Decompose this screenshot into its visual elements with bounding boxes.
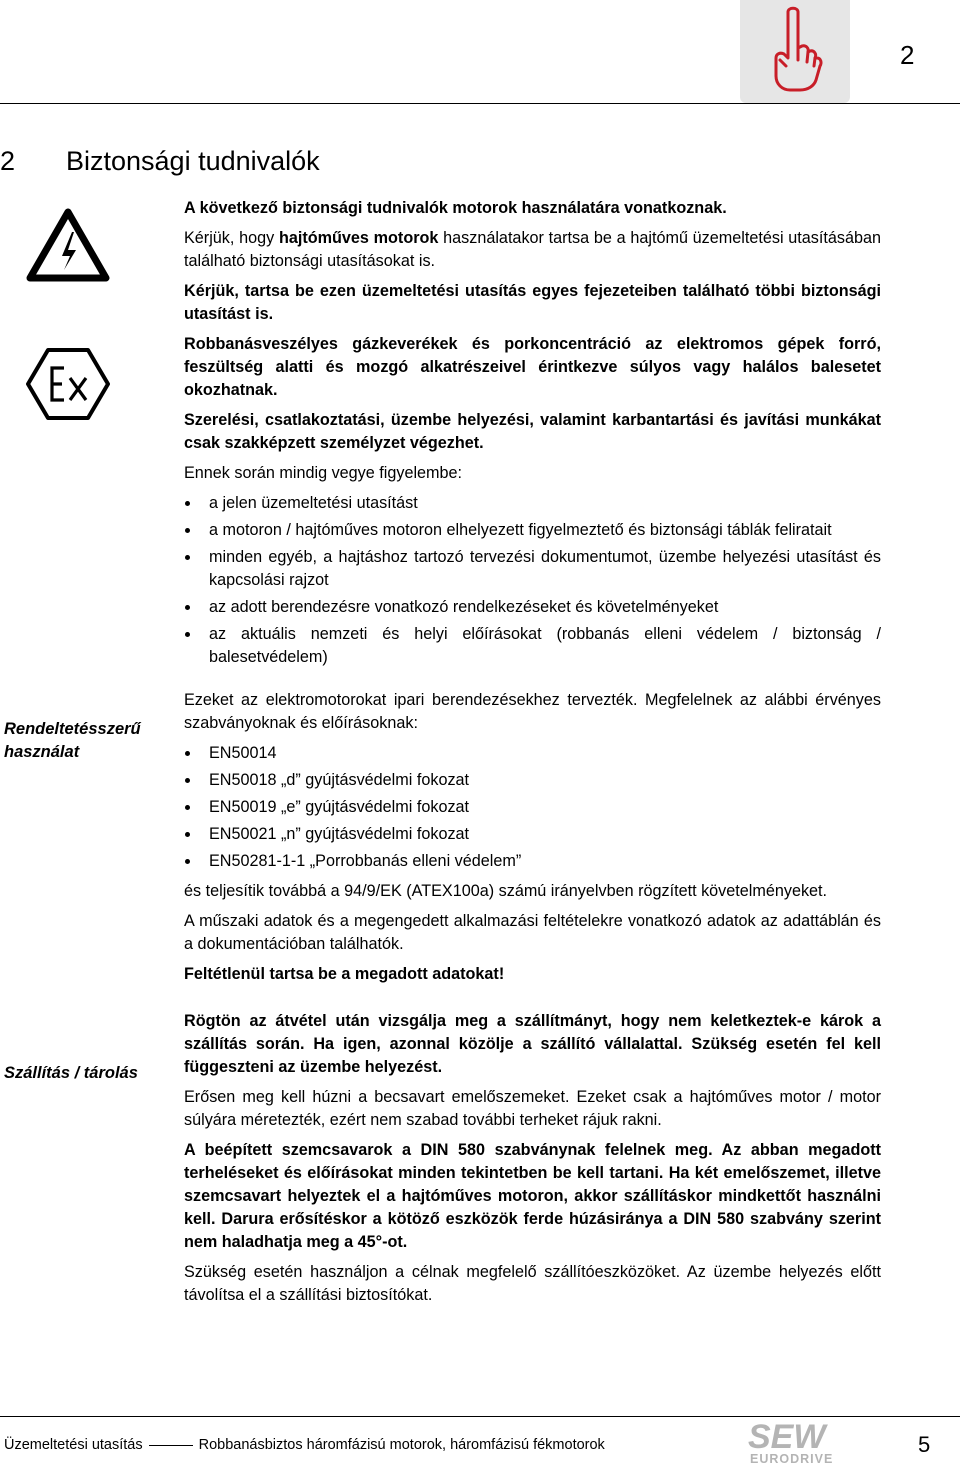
intro-paragraph-2: Kérjük, hogy hajtóműves motorok használatakor tartsa be a hajtómű üzemeltetési utasításában található biztonsági utasításokat is. — [184, 229, 881, 270]
shipping-paragraph-2: Erősen meg kell húzni a becsavart emelőszemeket. Ezeket csak a hajtóműves motor / motor súlyára méretezték, ezért nem szabad további terheket rájuk rakni. — [184, 1088, 881, 1129]
footer-separator — [149, 1445, 193, 1446]
page-number: 5 — [918, 1432, 931, 1457]
high-voltage-warning-icon — [26, 208, 110, 287]
geared-motors-emphasis: hajtóműves motorok — [278, 229, 439, 247]
list-item: az adott berendezésre vonatkozó rendelkezéseket és követelményeket — [184, 596, 881, 619]
svg-text:EURODRIVE: EURODRIVE — [750, 1452, 834, 1466]
list-item: a motoron / hajtóműves motoron elhelyezett figyelmeztető és biztonsági táblák feliratait — [184, 519, 881, 542]
intro-paragraph-3: Kérjük, tartsa be ezen üzemeltetési utasítás egyes fejezeteiben található többi biztonsági utasítást is. — [184, 282, 881, 323]
section-title — [0, 146, 320, 177]
content-column — [184, 197, 881, 1314]
sew-eurodrive-logo — [744, 1418, 854, 1471]
observe-intro: Ennek során mindig vegye figyelembe: — [184, 464, 463, 482]
usage-intro: Ezeket az elektromotorokat ipari berendezésekhez tervezték. Megfelelnek az alábbi érvényes szabványoknak és előírásoknak: — [184, 691, 881, 732]
explosion-warning-paragraph: Robbanásveszélyes gázkeverékek és porkoncentráció az elektromos gépek forró, feszültség alatti és mozgó alkatrészeivel érintkezve súlyos vagy halálos balesetet okozhatnak. — [184, 335, 881, 399]
standards-list — [184, 742, 881, 873]
section-number: 2 — [0, 146, 16, 176]
list-item: EN50019 „e” gyújtásvédelmi fokozat — [184, 796, 881, 819]
intro-paragraph-1: A következő biztonsági tudnivalók motorok használatára vonatkoznak. — [184, 199, 727, 217]
bullet-icon — [185, 528, 190, 533]
observe-list — [184, 492, 881, 669]
hand-pointing-up-icon — [740, 0, 850, 103]
shipping-paragraph-1: Rögtön az átvétel után vizsgálja meg a szállítmányt, hogy nem keletkeztek-e károk a szállítás során. Ha igen, azonnal közölje a szállító vállalattal. Szükség esetén fel kell függeszteni az üzembe helyezést. — [184, 1012, 881, 1076]
bullet-icon — [185, 632, 190, 637]
list-item: EN50021 „n” gyújtásvédelmi fokozat — [184, 823, 881, 846]
list-item: minden egyéb, a hajtáshoz tartozó tervezési dokumentumot, üzembe helyezési utasítást és kapcsolási rajzot — [184, 546, 881, 592]
footer-doc-type: Üzemeltetési utasítás — [4, 1437, 143, 1453]
shipping-paragraph-4: Szükség esetén használjon a célnak megfelelő szállítóeszközöket. Az üzembe helyezés előtt távolítsa el a szállítási biztosítókat. — [184, 1263, 881, 1304]
usage-side-label: Rendeltetésszerű használat — [4, 720, 141, 761]
header-rule — [0, 103, 960, 104]
bullet-icon — [185, 859, 190, 864]
list-item: a jelen üzemeltetési utasítást — [184, 492, 881, 515]
bullet-icon — [185, 832, 190, 837]
footer-rule — [0, 1416, 960, 1417]
list-item: az aktuális nemzeti és helyi előírásokat (robbanás elleni védelem / biztonság / balesetvédelem) — [184, 623, 881, 669]
tech-data-paragraph: A műszaki adatok és a megengedett alkalmazási feltételekre vonatkozó adatok az adattáblán és a dokumentációban találhatók. — [184, 912, 881, 953]
list-item: EN50281-1-1 „Porrobbanás elleni védelem” — [184, 850, 881, 873]
footer-doc-title: Robbanásbiztos háromfázisú motorok, háromfázisú fékmotorok — [198, 1437, 605, 1453]
qualified-personnel-paragraph: Szerelési, csatlakoztatási, üzembe helyezési, valamint karbantartási és javítási munkákat csak szakképzett személyzet végezhet. — [184, 411, 881, 452]
shipping-side-label: Szállítás / tárolás — [4, 1064, 138, 1082]
bullet-icon — [185, 751, 190, 756]
atex-paragraph: és teljesítik továbbá a 94/9/EK (ATEX100a) számú irányelvben rögzített követelményeket. — [184, 882, 828, 900]
bullet-icon — [185, 805, 190, 810]
bullet-icon — [185, 605, 190, 610]
observe-data-warning: Feltétlenül tartsa be a megadott adatokat! — [184, 965, 505, 983]
bullet-icon — [185, 555, 190, 560]
chapter-tab — [740, 0, 850, 103]
shipping-paragraph-3: A beépített szemcsavarok a DIN 580 szabványnak felelnek meg. Az abban megadott terheléseket és előírásokat minden tekintetben be kell tartani. Ha két emelőszemet, illetve szemcsavart helyeztek el a hajtóműves motoron, akkor szállításkor mindkettőt használni kell. Darura erősítéskor a kötöző eszközök ferde húzásiránya a DIN 580 szabvány szerint nem haladhatja meg a 45°-ot. — [184, 1141, 881, 1251]
section-title-text: Biztonsági tudnivalók — [66, 146, 320, 176]
bullet-icon — [185, 501, 190, 506]
bullet-icon — [185, 778, 190, 783]
ex-explosion-protection-icon — [24, 346, 112, 427]
list-item: EN50018 „d” gyújtásvédelmi fokozat — [184, 769, 881, 792]
svg-text:SEW: SEW — [748, 1418, 826, 1456]
list-item: EN50014 — [184, 742, 881, 765]
footer-text — [4, 1437, 605, 1453]
chapter-number: 2 — [900, 40, 915, 70]
